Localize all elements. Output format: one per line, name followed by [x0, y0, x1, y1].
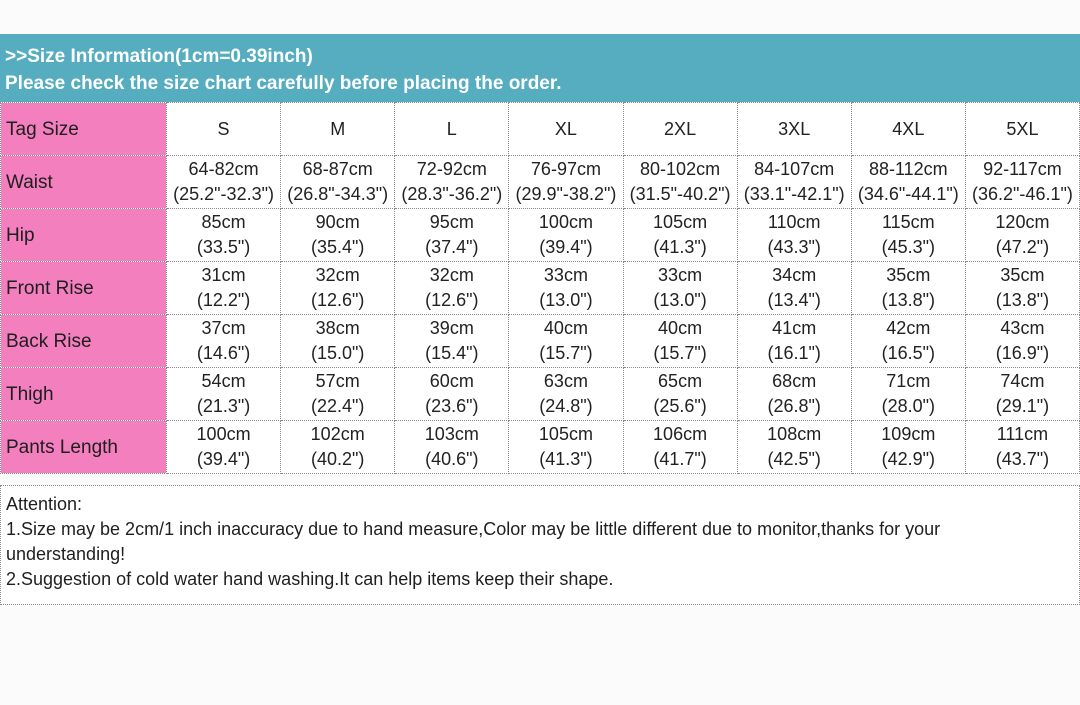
cm-value: 105cm — [538, 424, 593, 444]
cm-value: 103cm — [424, 424, 479, 444]
cm-value: 100cm — [196, 424, 251, 444]
measurement-cell — [395, 315, 509, 368]
measurement-cell — [623, 209, 737, 262]
row-label-pants-length: Pants Length — [1, 421, 167, 474]
cm-value: 43cm — [1000, 318, 1045, 338]
inch-value: (39.4") — [539, 237, 593, 257]
inch-value: (21.3") — [196, 396, 251, 416]
measurement-cell — [509, 209, 623, 262]
size-header-cell: 3XL — [737, 103, 851, 156]
measurement-cell — [965, 209, 1079, 262]
cm-value: 68-87cm — [302, 159, 373, 179]
cm-value: 63cm — [543, 371, 588, 391]
measurement-cell — [509, 156, 623, 209]
cm-value: 40cm — [658, 318, 703, 338]
measurement-cell — [623, 315, 737, 368]
pants-length-row — [1, 421, 1080, 474]
measurement-cell — [395, 368, 509, 421]
measurement-cell — [737, 315, 851, 368]
inch-value: (41.3") — [539, 449, 593, 469]
measurement-cell — [851, 156, 965, 209]
cm-value: 111cm — [996, 424, 1049, 444]
cm-value: 120cm — [995, 212, 1050, 232]
cm-value: 32cm — [429, 265, 474, 285]
measurement-cell — [965, 262, 1079, 315]
measurement-cell — [737, 368, 851, 421]
inch-value: (43.7") — [995, 449, 1050, 469]
measurement-cell — [281, 209, 395, 262]
measurement-cell — [623, 262, 737, 315]
measurement-cell — [965, 315, 1079, 368]
measurement-cell — [281, 315, 395, 368]
size-header-cell: L — [395, 103, 509, 156]
measurement-cell — [281, 156, 395, 209]
cm-value: 57cm — [315, 371, 360, 391]
attention-note-1: 1.Size may be 2cm/1 inch inaccuracy due to hand measure,Color may be little different due to monitor,thanks for your understanding! — [6, 519, 941, 564]
inch-value: (24.8") — [539, 396, 593, 416]
cm-value: 74cm — [1000, 371, 1045, 391]
size-info-notice: Please check the size chart carefully before placing the order. — [5, 73, 562, 94]
thigh-row — [1, 368, 1080, 421]
inch-value: (13.8") — [995, 290, 1050, 310]
inch-value: (26.8") — [767, 396, 821, 416]
measurement-cell — [509, 421, 623, 474]
inch-value: (13.0") — [539, 290, 593, 310]
size-info-header — [0, 34, 1080, 102]
attention-title: Attention: — [6, 494, 83, 514]
inch-value: (14.6") — [196, 343, 251, 363]
size-header-cell: S — [167, 103, 281, 156]
size-header-cell: 4XL — [851, 103, 965, 156]
cm-value: 33cm — [543, 265, 588, 285]
measurement-cell — [167, 262, 281, 315]
inch-value: (41.7") — [653, 449, 707, 469]
waist-row — [1, 156, 1080, 209]
row-label-back-rise: Back Rise — [1, 315, 167, 368]
cm-value: 31cm — [201, 265, 246, 285]
measurement-cell — [509, 315, 623, 368]
inch-value: (15.7") — [653, 343, 707, 363]
measurement-cell — [623, 421, 737, 474]
measurement-cell — [851, 209, 965, 262]
inch-value: (35.4") — [310, 237, 365, 257]
measurement-cell — [395, 262, 509, 315]
row-label-tag-size: Tag Size — [1, 103, 167, 156]
measurement-cell — [623, 368, 737, 421]
size-header-cell: XL — [509, 103, 623, 156]
cm-value: 100cm — [538, 212, 593, 232]
attention-note-2: 2.Suggestion of cold water hand washing.It can help items keep their shape. — [6, 569, 614, 589]
cm-value: 41cm — [772, 318, 817, 338]
row-label-thigh: Thigh — [1, 368, 167, 421]
inch-value: (23.6") — [425, 396, 479, 416]
tag-size-row — [1, 103, 1080, 156]
measurement-cell — [509, 368, 623, 421]
row-label-front-rise: Front Rise — [1, 262, 167, 315]
measurement-cell — [167, 209, 281, 262]
inch-value: (25.2"-32.3") — [173, 184, 274, 204]
measurement-cell — [737, 421, 851, 474]
measurement-cell — [851, 262, 965, 315]
inch-value: (28.0") — [881, 396, 936, 416]
inch-value: (42.5") — [767, 449, 821, 469]
cm-value: 71cm — [886, 371, 931, 391]
measurement-cell — [281, 262, 395, 315]
size-header-cell: 5XL — [965, 103, 1079, 156]
inch-value: (15.7") — [539, 343, 593, 363]
inch-value: (36.2"-46.1") — [972, 184, 1073, 204]
inch-value: (13.0") — [653, 290, 707, 310]
cm-value: 35cm — [1000, 265, 1045, 285]
cm-value: 68cm — [772, 371, 817, 391]
front-rise-row — [1, 262, 1080, 315]
measurement-cell — [851, 421, 965, 474]
inch-value: (40.6") — [425, 449, 479, 469]
cm-value: 40cm — [543, 318, 588, 338]
measurement-cell — [395, 156, 509, 209]
measurement-cell — [737, 262, 851, 315]
cm-value: 37cm — [201, 318, 246, 338]
measurement-cell — [965, 421, 1079, 474]
inch-value: (37.4") — [425, 237, 479, 257]
cm-value: 102cm — [310, 424, 365, 444]
measurement-cell — [623, 156, 737, 209]
measurement-cell — [167, 421, 281, 474]
cm-value: 54cm — [201, 371, 246, 391]
cm-value: 80-102cm — [640, 159, 721, 179]
cm-value: 110cm — [767, 212, 821, 232]
inch-value: (42.9") — [881, 449, 936, 469]
measurement-cell — [167, 156, 281, 209]
inch-value: (15.0") — [310, 343, 365, 363]
cm-value: 88-112cm — [868, 159, 948, 179]
back-rise-row — [1, 315, 1080, 368]
cm-value: 90cm — [315, 212, 360, 232]
row-label-waist: Waist — [1, 156, 167, 209]
row-label-hip: Hip — [1, 209, 167, 262]
inch-value: (33.5") — [196, 237, 251, 257]
cm-value: 84-107cm — [754, 159, 835, 179]
cm-value: 34cm — [772, 265, 817, 285]
inch-value: (29.9"-38.2") — [515, 184, 617, 204]
inch-value: (15.4") — [425, 343, 479, 363]
measurement-cell — [737, 156, 851, 209]
inch-value: (39.4") — [196, 449, 251, 469]
size-header-cell: 2XL — [623, 103, 737, 156]
cm-value: 108cm — [767, 424, 822, 444]
inch-value: (41.3") — [653, 237, 707, 257]
measurement-cell — [281, 421, 395, 474]
cm-value: 95cm — [429, 212, 474, 232]
inch-value: (16.9") — [995, 343, 1050, 363]
size-header-cell: M — [281, 103, 395, 156]
cm-value: 60cm — [429, 371, 474, 391]
measurement-cell — [965, 368, 1079, 421]
measurement-cell — [509, 262, 623, 315]
inch-value: (28.3"-36.2") — [401, 184, 503, 204]
inch-value: (31.5"-40.2") — [629, 184, 731, 204]
inch-value: (47.2") — [995, 237, 1050, 257]
inch-value: (45.3") — [881, 237, 936, 257]
inch-value: (25.6") — [653, 396, 707, 416]
cm-value: 65cm — [658, 371, 703, 391]
inch-value: (12.2") — [196, 290, 251, 310]
size-info-title: >>Size Information(1cm=0.39inch) — [5, 46, 313, 67]
measurement-cell — [851, 315, 965, 368]
inch-value: (13.4") — [767, 290, 821, 310]
inch-value: (29.1") — [995, 396, 1050, 416]
cm-value: 76-97cm — [530, 159, 601, 179]
cm-value: 106cm — [653, 424, 708, 444]
measurement-cell — [395, 421, 509, 474]
top-blank-strip — [0, 0, 1080, 34]
measurement-cell — [737, 209, 851, 262]
inch-value: (16.1") — [767, 343, 821, 363]
inch-value: (40.2") — [310, 449, 365, 469]
cm-value: 105cm — [653, 212, 708, 232]
measurement-cell — [395, 209, 509, 262]
cm-value: 38cm — [315, 318, 360, 338]
inch-value: (26.8"-34.3") — [287, 184, 389, 204]
cm-value: 32cm — [315, 265, 360, 285]
inch-value: (12.6") — [310, 290, 365, 310]
inch-value: (16.5") — [881, 343, 936, 363]
measurement-cell — [851, 368, 965, 421]
inch-value: (43.3") — [767, 237, 821, 257]
measurement-cell — [167, 368, 281, 421]
cm-value: 92-117cm — [983, 159, 1062, 179]
inch-value: (22.4") — [310, 396, 365, 416]
inch-value: (12.6") — [425, 290, 479, 310]
cm-value: 39cm — [429, 318, 474, 338]
inch-value: (13.8") — [881, 290, 936, 310]
size-chart-table — [0, 102, 1080, 474]
inch-value: (34.6"-44.1") — [857, 184, 959, 204]
cm-value: 115cm — [881, 212, 935, 232]
cm-value: 109cm — [881, 424, 936, 444]
measurement-cell — [965, 156, 1079, 209]
cm-value: 33cm — [658, 265, 703, 285]
cm-value: 85cm — [201, 212, 246, 232]
measurement-cell — [167, 315, 281, 368]
cm-value: 42cm — [886, 318, 931, 338]
hip-row — [1, 209, 1080, 262]
cm-value: 64-82cm — [188, 159, 259, 179]
attention-notes — [0, 485, 1080, 605]
cm-value: 35cm — [886, 265, 931, 285]
cm-value: 72-92cm — [416, 159, 487, 179]
measurement-cell — [281, 368, 395, 421]
inch-value: (33.1"-42.1") — [743, 184, 845, 204]
